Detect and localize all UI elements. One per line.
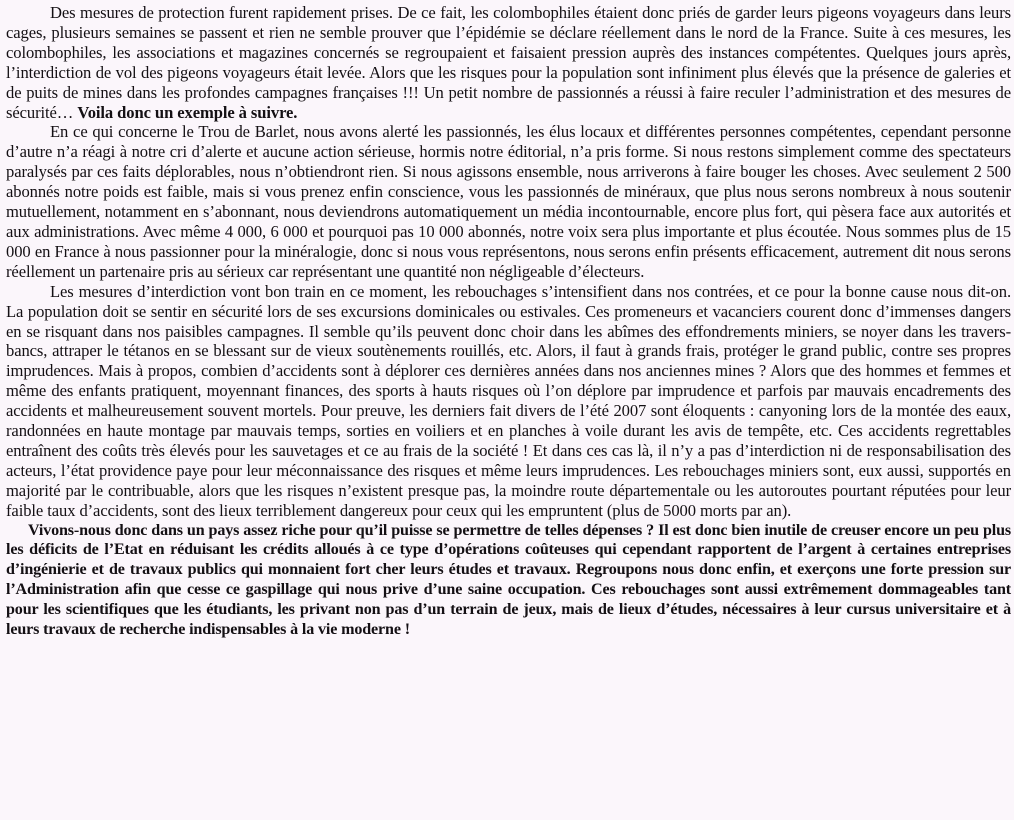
paragraph-1-bold-conclusion: Voila donc un exemple à suivre. (77, 102, 298, 122)
paragraph-3: Les mesures d’interdiction vont bon train en ce moment, les rebouchages s’intensifient dans nos contrées, et ce pour la bonne cause nous dit-on. La population doit se sentir en sécurité lors de ses excursions dominicales ou estivales. Ces promeneurs et vacanciers courent donc d’immenses dangers en se risquant dans nos paisibles campagnes. Il semble qu’ils peuvent donc choir dans les abîmes des effondrements miniers, se noyer dans les travers-bancs, attraper le tétanos en se blessant sur de vieux soutènements rouillés, etc. Alors, il faut à grands frais, protéger le grand public, contre ses propres imprudences. Mais à propos, combien d’accidents sont à déplorer ces dernières années dans nos anciennes mines ? Alors que des hommes et femmes et même des enfants pratiquent, moyennant finances, des sports à hauts risques où l’on déplore par imprudence et parfois par mauvais encadrements des accidents et malheureusement souvent mortels. Pour preuve, les derniers fait divers de l’été 2007 sont éloquents : canyoning lors de la montée des eaux, randonnées en haute montage par mauvais temps, sorties en voiliers et en planches à voile durant les avis de tempête, etc. Ces accidents regrettables entraînent des coûts très élevés pour les sauvetages et ce au frais de la société ! Et dans ces cas là, il n’y a pas d’interdiction ni de responsabilisation des acteurs, l’état providence paye pour leur méconnaissance des risques et même leurs imprudences. Les rebouchages miniers sont, eux aussi, supportés en majorité par le contribuable, alors que les risques n’existent presque pas, la moindre route départementale ou les autoroutes pourtant réputées pour leur faible taux d’accidents, sont des lieux terriblement dangereux pour ceux qui les empruntent (plus de 5000 morts par an). (6, 281, 1011, 520)
paragraph-2: En ce qui concerne le Trou de Barlet, nous avons alerté les passionnés, les élus locaux et différentes personnes compétentes, cependant personne d’autre n’a réagi à notre cri d’alerte et aucune action sérieuse, hormis notre éditorial, n’a pris forme. Si nous restons simplement comme des spectateurs paralysés par ces faits déplorables, nous n’obtiendront rien. Si nous agissons ensemble, nous arriverons à faire bouger les choses. Avec seulement 2 500 abonnés notre poids est faible, mais si vous prenez enfin conscience, vous les passionnés de minéraux, que plus nous serons nombreux à nous soutenir mutuellement, notamment en s’abonnant, nous deviendrons automatiquement un média incontournable, encore plus fort, qui pèsera face aux autorités et aux administrations. Avec même 4 000, 6 000 et pourquoi pas 10 000 abonnés, notre voix sera plus importante et plus écoutée. Nous sommes plus de 15 000 en France à nous passionner pour la minéralogie, donc si nous vous représentons, nous serons enfin présents efficacement, autrement dit nous serons réellement un partenaire pris au sérieux car représentant une quantité non négligeable d’électeurs. (6, 122, 1011, 281)
paragraph-4-bold: Vivons-nous donc dans un pays assez riche pour qu’il puisse se permettre de telles dépenses ? Il est donc bien inutile de creuser encore un peu plus les déficits de l’Etat en réduisant les crédits alloués à ce type d’opérations coûteuses qui cependant rapportent de l’argent à certaines entreprises d’ingénierie et de travaux publics qui monnaient fort cher leurs études et travaux. Regroupons nous donc enfin, et exerçons une forte pression sur l’Administration afin que cesse ce gaspillage qui nous prive d’une saine occupation. Ces rebouchages sont aussi extrêmement dommageables tant pour les scientifiques que les étudiants, les privant non pas d’un terrain de jeux, mais de lieux d’études, nécessaires à leur cursus universitaire et à leurs travaux de recherche indispensables à la vie moderne ! (6, 521, 1011, 639)
paragraph-1-text: Des mesures de protection furent rapidement prises. De ce fait, les colombophiles étaient donc priés de garder leurs pigeons voyageurs dans leurs cages, plusieurs semaines se passent et rien ne semble prouver que l’épidémie se déclare réellement dans le nord de la France. Suite à ces mesures, les colombophiles, les associations et magazines concernés se regroupaient et faisaient pression auprès des instances compétentes. Quelques jours après, l’interdiction de vol des pigeons voyageurs était levée. Alors que les risques pour la population sont infiniment plus élevés que la présence de galeries et de puits de mines dans les profondes campagnes françaises !!! Un petit nombre de passionnés a réussi à faire reculer l’administration et des mesures de sécurité… (6, 3, 1011, 122)
paragraph-1 (6, 3, 1011, 122)
